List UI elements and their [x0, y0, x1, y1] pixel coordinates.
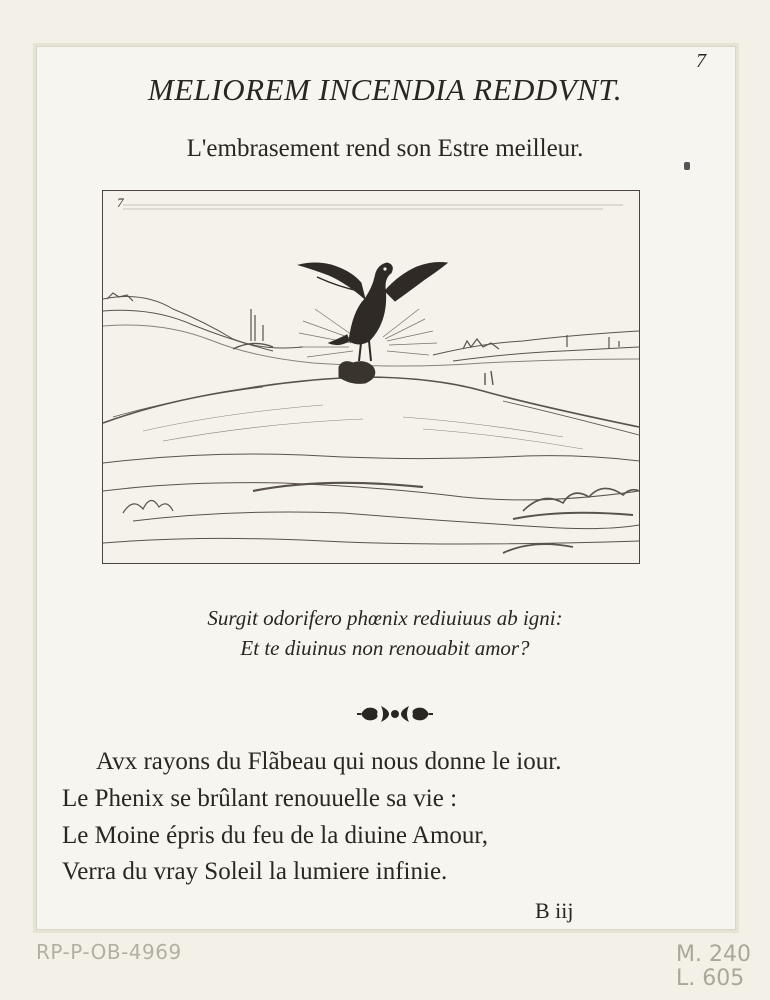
fleuron-ornament [355, 700, 435, 728]
ink-speck [684, 162, 690, 170]
page-number: 7 [696, 50, 706, 72]
french-verse-line-2: Le Phenix se brûlant renouuelle sa vie : [62, 785, 458, 812]
landscape-etching [103, 191, 639, 563]
french-verse-line-1: Avx rayons du Flãbeau qui nous donne le iour. [96, 748, 562, 775]
inventory-number-pencil: RP-P-OB-4969 [36, 940, 182, 964]
etched-plate-phoenix [102, 190, 640, 564]
catalog-ref-2: L. 605 [676, 966, 745, 991]
latin-verse-line-1: Surgit odorifero phœnix rediuiuus ab igni: [207, 606, 563, 630]
catalog-ref-1: M. 240 [676, 942, 751, 967]
plate-number: 7 [117, 195, 124, 210]
signature-mark: B iij [535, 898, 574, 923]
french-verse-line-4: Verra du vray Soleil la lumiere infinie. [62, 858, 448, 885]
latin-motto-title: MELIOREM INCENDIA REDDVNT. [147, 72, 623, 107]
french-verse-line-3: Le Moine épris du feu de la diuine Amour, [62, 822, 488, 849]
latin-verse-line-2: Et te diuinus non renouabit amor? [240, 636, 530, 660]
french-motto-subtitle: L'embrasement rend son Estre meilleur. [186, 135, 584, 162]
